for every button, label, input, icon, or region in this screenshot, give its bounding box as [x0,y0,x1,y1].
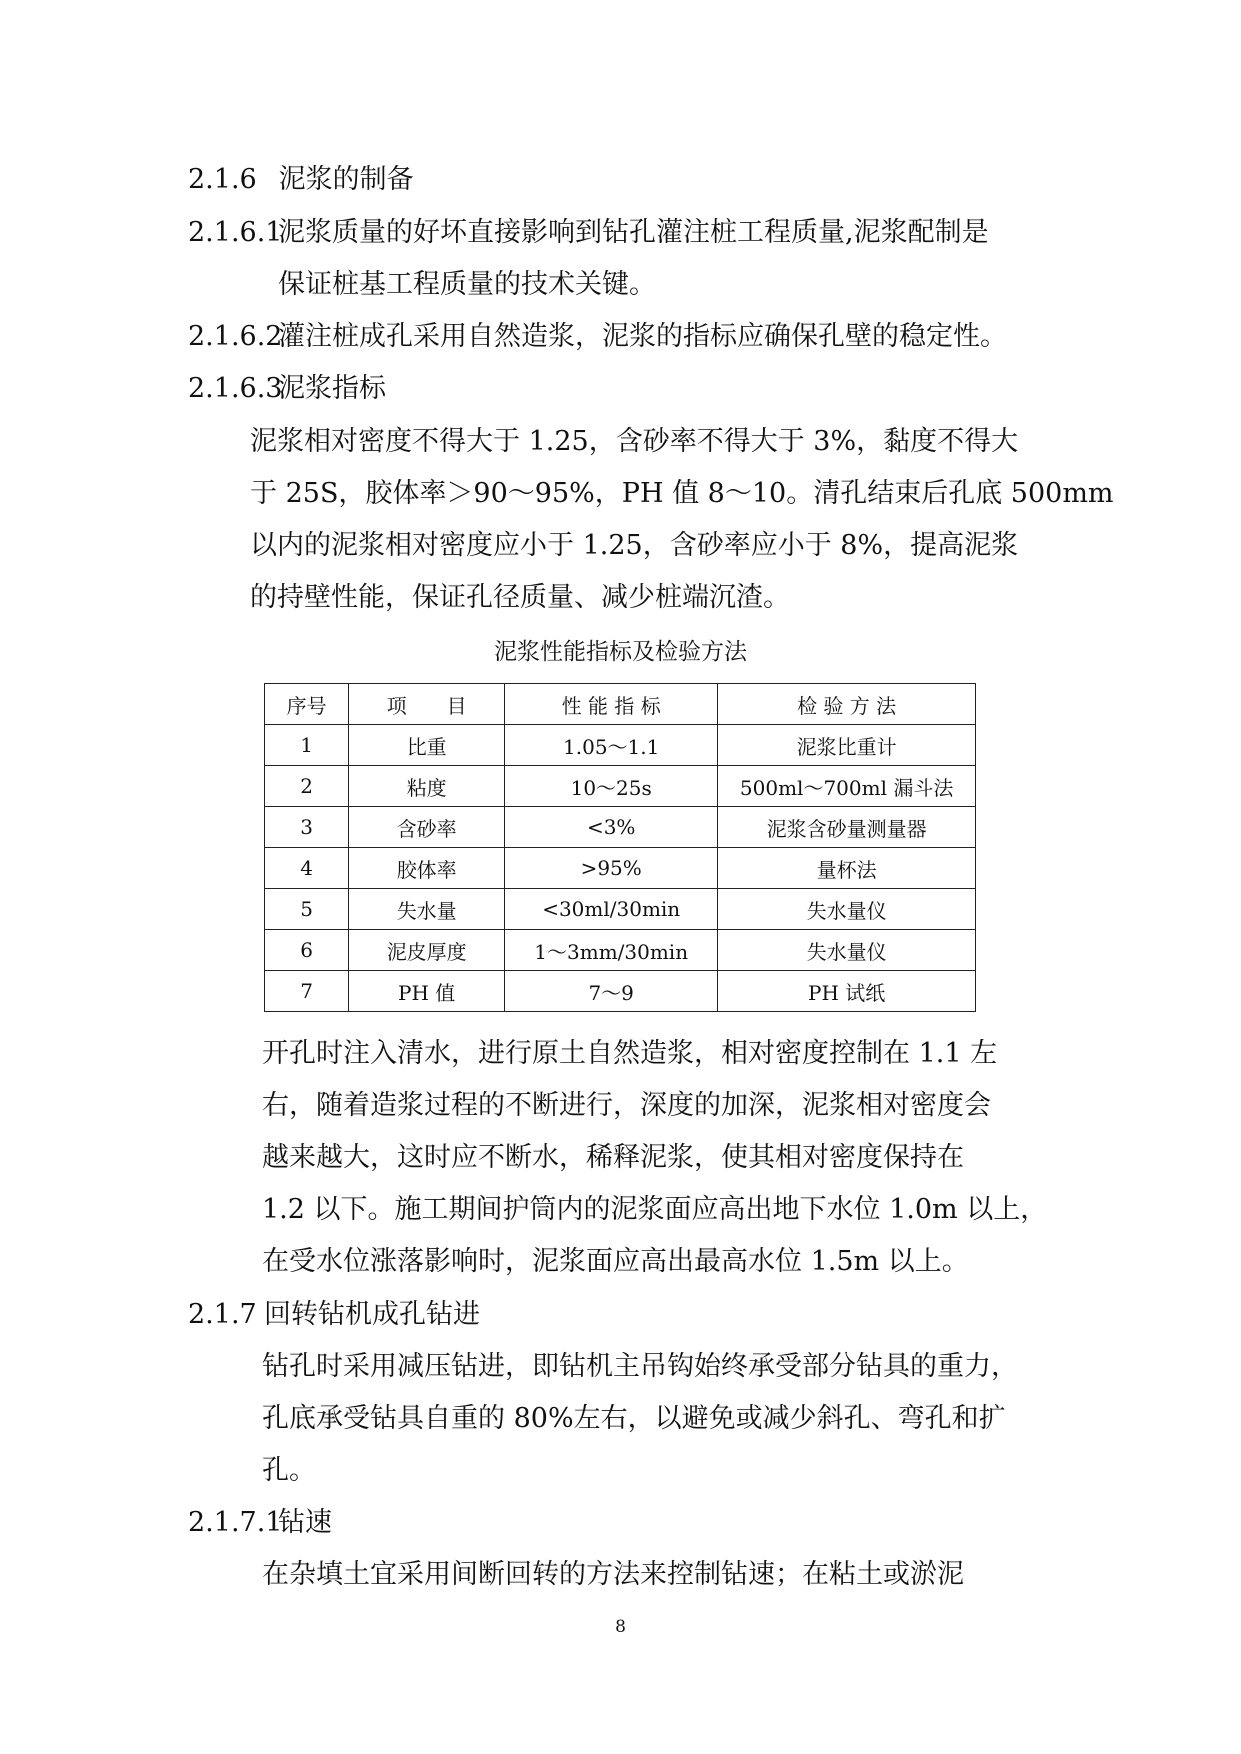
paragraph-line: 泥浆相对密度不得大于 1.25，含砂率不得大于 3%，黏度不得大 [250,426,1019,457]
page-number: 8 [615,1617,626,1637]
header-cell: 序号 [265,684,349,725]
header-cell: 项 目 [349,684,505,725]
section-title: 钻速 [278,1507,332,1538]
table-cell: 泥浆比重计 [718,725,976,766]
table-cell: 失水量仪 [718,889,976,930]
clause-title: 泥浆指标 [278,373,386,404]
table-caption: 泥浆性能指标及检验方法 [494,639,747,665]
mud-spec-table [264,683,976,1012]
clause-2-1-6-1-cont: 保证桩基工程质量的技术关键。 [278,269,656,300]
table-cell: <30ml/30min [505,889,718,930]
table-cell: 含砂率 [349,807,505,848]
section-title: 回转钻机成孔钻进 [264,1299,480,1330]
clause-text: 灌注桩成孔采用自然造浆，泥浆的指标应确保孔壁的稳定性。 [278,321,1007,352]
section-number: 2.1.6 [188,164,257,195]
table-cell: 泥皮厚度 [349,930,505,971]
section-number: 2.1.6.1 [188,217,283,248]
table-cell: 1.05～1.1 [505,725,718,766]
section-number: 2.1.7 [188,1299,257,1330]
section-number: 2.1.7.1 [188,1507,283,1538]
table-cell: 失水量 [349,889,505,930]
table-row [265,725,976,766]
heading-2-1-7 [188,1297,480,1333]
paragraph-line: 的持壁性能，保证孔径质量、减少桩端沉渣。 [250,582,790,613]
table-cell: 500ml～700ml 漏斗法 [718,766,976,807]
clause-2-1-6-2 [188,319,1007,355]
table-cell: >95% [505,848,718,889]
paragraph-line: 以内的泥浆相对密度应小于 1.25，含砂率应小于 8%，提高泥浆 [250,530,1019,561]
table-cell: 失水量仪 [718,930,976,971]
section-number: 2.1.6.3 [188,373,283,404]
paragraph-line: 钻孔时采用减压钻进，即钻机主吊钩始终承受部分钻具的重力， [262,1351,1018,1382]
table-cell: 比重 [349,725,505,766]
paragraph-line: 于 25S，胶体率＞90～95%，PH 值 8～10。清孔结束后孔底 500mm [250,478,1114,509]
paragraph-line: 开孔时注入清水，进行原土自然造浆，相对密度控制在 1.1 左 [262,1038,998,1069]
table-header-row [265,684,976,725]
paragraph-line: 在杂填土宜采用间断回转的方法来控制钻速；在粘土或淤泥 [262,1559,964,1590]
heading-2-1-6 [188,162,414,198]
table-cell: 量杯法 [718,848,976,889]
table-cell: PH 值 [349,971,505,1012]
table-cell: PH 试纸 [718,971,976,1012]
header-cell: 性 能 指 标 [505,684,718,725]
table-row [265,766,976,807]
table-cell: 1 [265,725,349,766]
paragraph-line: 在受水位涨落影响时，泥浆面应高出最高水位 1.5m 以上。 [262,1246,969,1277]
table-cell: 胶体率 [349,848,505,889]
table-cell: 6 [265,930,349,971]
section-title: 泥浆的制备 [278,164,414,195]
table-row [265,971,976,1012]
table-row [265,807,976,848]
table-cell: 2 [265,766,349,807]
table-cell: <3% [505,807,718,848]
table-cell: 4 [265,848,349,889]
paragraph-line: 孔底承受钻具自重的 80%左右，以避免或减少斜孔、弯孔和扩 [262,1403,1006,1434]
table-cell: 粘度 [349,766,505,807]
table-row [265,848,976,889]
table-row [265,889,976,930]
table-cell: 3 [265,807,349,848]
section-number: 2.1.6.2 [188,321,283,352]
table-cell: 1～3mm/30min [505,930,718,971]
clause-text: 泥浆质量的好坏直接影响到钻孔灌注桩工程质量,泥浆配制是 [278,217,989,248]
paragraph-line: 越来越大，这时应不断水，稀释泥浆，使其相对密度保持在 [262,1142,964,1173]
clause-2-1-6-1 [188,215,989,251]
table-cell: 7 [265,971,349,1012]
paragraph-line: 右，随着造浆过程的不断进行，深度的加深，泥浆相对密度会 [262,1090,991,1121]
table-cell: 7～9 [505,971,718,1012]
table-row [265,930,976,971]
paragraph-line: 1.2 以下。施工期间护筒内的泥浆面应高出地下水位 1.0m 以上， [262,1194,1048,1225]
clause-2-1-6-3 [188,371,386,407]
table-cell: 10～25s [505,766,718,807]
table-cell: 泥浆含砂量测量器 [718,807,976,848]
header-cell: 检 验 方 法 [718,684,976,725]
paragraph-line: 孔。 [262,1455,316,1486]
table-cell: 5 [265,889,349,930]
heading-2-1-7-1 [188,1505,332,1541]
